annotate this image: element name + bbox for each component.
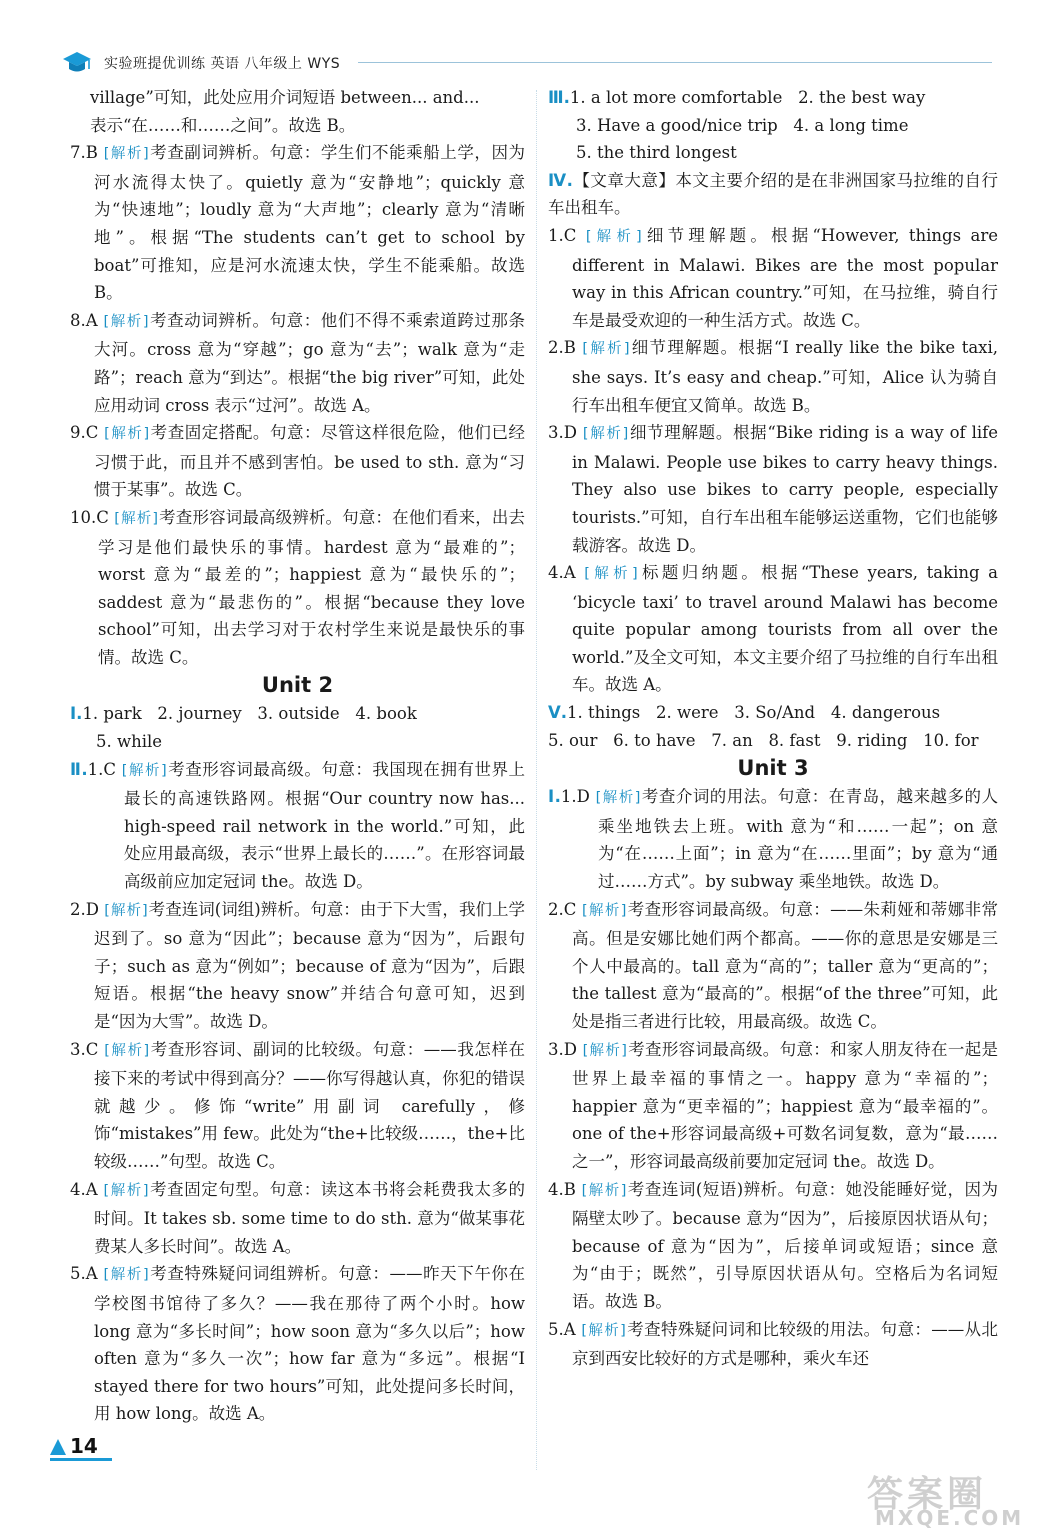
column-divider	[536, 90, 537, 1470]
answer-item-9	[70, 419, 525, 504]
answer-text: 考查形容词最高级。句意：——朱莉娅和蒂娜非常高。但是安娜比她们两个都高。——你的意思是安娜是三个人中最高的。tall 意为“高的”；taller 意为“更高的”；the tallest 意为“最高的”。根据“of the three”可知，此处是指三者进行比较，用最高级。故选 C。	[572, 899, 999, 1031]
answer-item-3	[548, 1036, 998, 1176]
answer-item-2	[70, 896, 525, 1036]
section-label: Ⅴ.	[548, 703, 568, 723]
header-rule	[358, 62, 992, 63]
section-label: Ⅲ.	[548, 88, 570, 107]
fill-blank-row: 3. Have a good/nice trip 4. a long time	[576, 115, 909, 135]
answer-number: 2.D	[70, 899, 99, 919]
answer-text: 考查连词(词组)辨析。句意：由于下大雪，我们上学迟到了。so 意为“因此”；because 意为“因为”，后跟句子；such as 意为“例如”；because of 意为“因为”，后跟短语。根据“the heavy snow”并结合句意可知，迟到是“因为大雪”。故选 D。	[94, 899, 525, 1031]
analysis-tag: [解析]	[582, 341, 631, 358]
answer-item-4	[70, 1176, 525, 1261]
analysis-tag: [解析]	[121, 762, 168, 779]
fill-blank-row: Ⅰ.1. park 2. journey 3. outside 4. book	[70, 704, 417, 724]
unit-heading: Unit 2	[261, 673, 334, 698]
continued-line: 表示“在……和……之间”。故选 B。	[90, 115, 356, 135]
answer-text: 细节理解题。根据“However, things are different in Malawi. Bikes are the most popular way in this African country.”可知，在马拉维，骑自行车是最受欢迎的一种生活方式。故选 C。	[572, 225, 998, 330]
passage-summary: Ⅳ.【文章大意】本文主要介绍的是在非洲国家马拉维的自行车出租车。	[548, 170, 998, 218]
answer-text: 考查固定句型。句意：读这本书将会耗费我太多的时间。It takes sb. some time to do sth. 意为“做某事花费某人多长时间”。故选 A。	[94, 1179, 525, 1256]
fill-blank-row: Ⅲ.1. a lot more comfortable 2. the best way	[548, 88, 926, 107]
answer-text: 考查特殊疑问词组辨析。句意：——昨天下午你在学校图书馆待了多久？——我在那待了两个小时。how long 意为“多长时间”；how soon 意为“多久以后”；how often 意为“多久一次”；how far 意为“多远”。根据“I stayed there for two hours”可知，此处提问多长时间，用 how long。故选 A。	[94, 1264, 526, 1424]
answer-number: 3.C	[70, 1039, 99, 1059]
section-label: Ⅰ.	[548, 787, 561, 807]
section-label: Ⅰ.	[70, 704, 83, 724]
watermark-url: MXQE.COM	[875, 1506, 1025, 1530]
fill-blank-row: 5. our 6. to have 7. an 8. fast 9. riding 10. for	[548, 730, 979, 750]
answer-number: 5.A	[70, 1264, 98, 1284]
answer-number: 10.C	[70, 507, 109, 527]
answer-number: 8.A	[70, 310, 98, 330]
answer-text: 考查副词辨析。句意：学生们不能乘船上学，因为河水流得太快了。quietly 意为“安静地”；quickly 意为“快速地”；loudly 意为“大声地”；clearly 意为“清晰地”。根据“The students can’t get to school by boat”可推知，应是河水流速太快，学生不能乘船。故选 B。	[94, 143, 526, 303]
section-label: Ⅳ.	[548, 170, 573, 190]
analysis-tag: [解析]	[103, 146, 150, 163]
fill-blank-row: 5. while	[96, 732, 163, 752]
answer-number: 4.A	[548, 563, 576, 583]
answer-text: 考查介词的用法。句意：在青岛，越来越多的人乘坐地铁去上班。with 意为“和……一起”；on 意为“在……上面”；in 意为“在……里面”；by 意为“通过……方式”。by subway 乘坐地铁。故选 D。	[598, 787, 999, 892]
answer-text: 细节理解题。根据“Bike riding is a way of life in Malawi. People use bikes to carry heavy things. They also use bikes to carry people, especially tourists.”可知，自行车出租车能够运送重物，它们也能够载游客。故选 D。	[572, 423, 999, 555]
analysis-tag: [解析]	[114, 510, 160, 527]
book-title: 实验班提优训练 英语 八年级上 WYS	[104, 56, 341, 72]
answer-number: 1.D	[560, 787, 590, 807]
analysis-tag: [解析]	[582, 426, 630, 443]
answer-number: 1.C	[548, 225, 577, 245]
analysis-tag: [解析]	[581, 1182, 628, 1199]
page-header	[62, 50, 992, 76]
analysis-tag: [解析]	[103, 1267, 150, 1284]
answer-item-1	[70, 756, 525, 896]
answer-item-5	[70, 1260, 525, 1428]
answer-item-3	[70, 1036, 525, 1176]
answer-number: 5.A	[548, 1319, 576, 1339]
page-number: 14	[70, 1434, 98, 1458]
answer-text: 考查固定搭配。句意：尽管这样很危险，他们已经习惯于此，而且并不感到害怕。be used to sth. 意为“习惯于某事”。故选 C。	[94, 423, 526, 500]
answer-text: 考查连词(短语)辨析。句意：她没能睡好觉，因为隔壁太吵了。because 意为“因为”，后接原因状语从句；because of 意为“因为”，后接单词或短语；since 意为“由于；既然”，引导原因状语从句。空格后为名词短语。故选 B。	[572, 1179, 999, 1311]
continued-line: village”可知，此处应用介词短语 between... and...	[90, 88, 480, 107]
answer-number: 4.A	[70, 1179, 98, 1199]
fill-blank-row: Ⅴ.1. things 2. were 3. So/And 4. dangerous	[548, 703, 941, 723]
answer-item-5	[548, 1316, 998, 1373]
section-label: Ⅱ.	[70, 759, 88, 779]
answer-item-2	[548, 896, 998, 1036]
watermark	[845, 1472, 1035, 1532]
answer-number: 1.C	[87, 759, 117, 779]
answer-number: 7.B	[70, 143, 98, 163]
answer-item-7	[70, 139, 525, 307]
answer-text: 考查特殊疑问词和比较级的用法。句意：——从北京到西安比较好的方式是哪种，乘火车还	[572, 1319, 999, 1369]
answer-item-10	[70, 504, 525, 672]
answer-text: 考查形容词最高级。句意：我国现在拥有世界上最长的高速铁路网。根据“Our country now has... high-speed rail network in the world.”可知，此处应用最高级，表示“世界上最长的……”。在形容词最高级前应加定冠词 the。故选 D。	[124, 759, 526, 892]
answer-number: 3.D	[548, 423, 577, 443]
answer-item-1	[548, 222, 998, 334]
analysis-tag: [解析]	[581, 1322, 627, 1339]
answer-text: 标题归纳题。根据“These years, taking a ‘bicycle taxi’ to travel around Malawi has become quite popular among tourists from all over the world.”及全文可知，本文主要介绍了马拉维的自行车出租车。故选 A。	[572, 563, 999, 695]
analysis-tag: [解析]	[582, 1042, 628, 1059]
analysis-tag: [解析]	[104, 1042, 151, 1059]
answer-item-8	[70, 307, 525, 419]
right-column	[548, 84, 998, 1373]
analysis-tag: [解析]	[103, 1182, 150, 1199]
fill-blank-row: 5. the third longest	[576, 143, 737, 163]
answer-text: 细节理解题。根据“I really like the bike taxi, she says. It’s easy and cheap.”可知，Alice 认为骑自行车出租车便宜又简单。故选 B。	[572, 338, 999, 415]
analysis-tag: [解析]	[103, 313, 150, 330]
answer-item-3	[548, 419, 998, 559]
answer-text: 考查形容词最高级辨析。句意：在他们看来，出去学习是他们最快乐的事情。hardest 意为“最难的”；worst 意为“最差的”；happiest 意为“最快乐的”；saddest 意为“最悲伤的”。根据“because they love school”可知，出去学习对于农村学生来说是最快乐的事情。故选 C。	[98, 507, 526, 667]
answer-item-4	[548, 559, 998, 699]
graduation-cap-icon	[62, 50, 92, 76]
answer-number: 9.C	[70, 423, 99, 443]
answer-item-4	[548, 1176, 998, 1316]
analysis-tag: [解析]	[104, 902, 149, 919]
answer-item-2	[548, 334, 998, 419]
answer-number: 2.C	[548, 899, 577, 919]
answer-item-1	[548, 783, 998, 895]
left-column	[70, 84, 525, 1428]
page-number-badge	[48, 1433, 114, 1463]
answer-text: 考查形容词最高级。句意：和家人朋友待在一起是世界上最幸福的事情之一。happy 意为“幸福的”；happier 意为“更幸福的”；happiest 意为“最幸福的”。one of the+形容词最高级+可数名词复数，意为“最……之一”，形容词最高级前要加定冠词 the。故选 D。	[572, 1039, 999, 1171]
analysis-tag: [解析]	[585, 228, 643, 245]
watermark-logo: 答案圈	[867, 1474, 988, 1515]
analysis-tag: [解析]	[104, 426, 151, 443]
analysis-tag: [解析]	[581, 902, 628, 919]
answer-text: 考查形容词、副词的比较级。句意：——我怎样在接下来的考试中得到高分？——你写得越认真，你犯的错误就越少。修饰“write”用副词 carefully，修饰“mistakes”用 few。此处为“the+比较级……，the+比较级……”句型。故选 C。	[94, 1039, 526, 1171]
answer-number: 4.B	[548, 1179, 576, 1199]
answer-number: 2.B	[548, 338, 576, 358]
analysis-tag: [解析]	[584, 566, 639, 583]
answer-number: 3.D	[548, 1039, 577, 1059]
analysis-tag: [解析]	[595, 790, 642, 807]
unit-heading: Unit 3	[737, 756, 809, 781]
answer-text: 考查动词辨析。句意：他们不得不乘索道跨过那条大河。cross 意为“穿越”；go 意为“去”；walk 意为“走路”；reach 意为“到达”。根据“the big river”可知，此处应用动词 cross 表示“过河”。故选 A。	[94, 310, 525, 415]
